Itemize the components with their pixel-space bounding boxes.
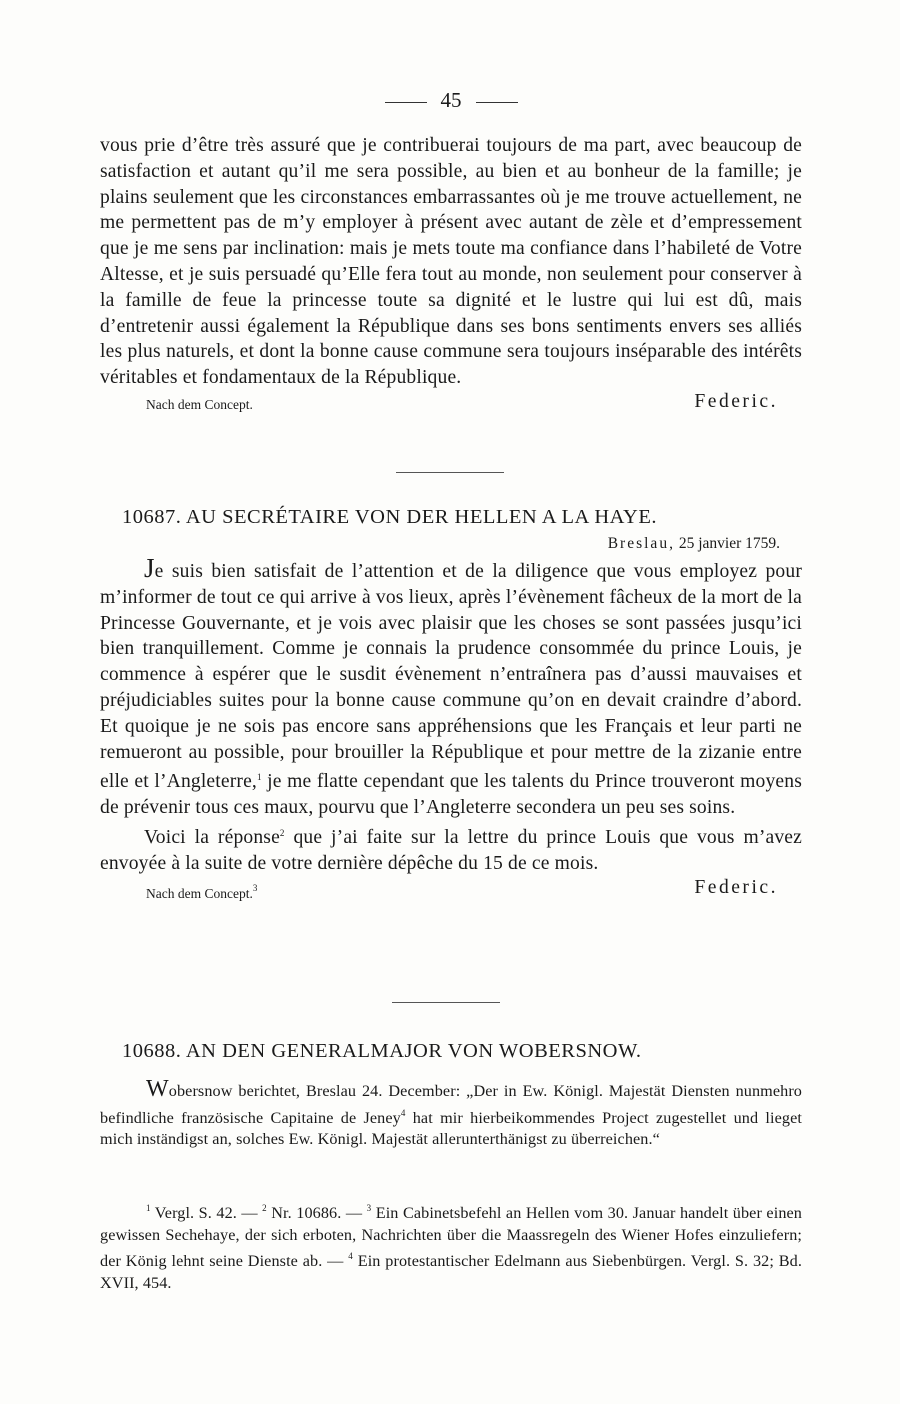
footnote-mark: 2	[262, 1203, 267, 1213]
source-note: Nach dem Concept.	[146, 396, 253, 412]
paragraph-text: je me flatte cependant que les talents du Prince trouveront moyens de prévenir tous ces maux, pourvu que l’Angleterre secondera un peu ses soins.	[100, 771, 802, 819]
page-number	[100, 88, 802, 113]
folio-dash-right	[476, 102, 518, 103]
continuation-text: vous prie d’être très assuré que je contribuerai toujours de ma part, avec beaucoup de satisfaction et autant qu’il me sera possible, au bien et au bonheur de la famille; je plains seulement que les circonstances embarrassantes où je me trouve actuellement, ne me permettent pas de m’y employer à présent avec autant de zèle et d’empressement que je me sens par inclination: mais je mets toute ma confiance dans l’habileté de Votre Altesse, et je suis persuadé qu’Elle fera tout au monde, non seulement pour conserver à la famille de feue la princesse toute sa dignité et le lustre qui lui est dû, mais d’entretenir aussi également la République dans ses bons sentiments envers ses alliés les plus naturels, et dont la bonne cause commune sera toujours inséparable des intérêts véritables et fondamentaux de la République.	[100, 135, 802, 389]
dateline	[100, 535, 802, 553]
continuation-signoff	[100, 391, 802, 417]
signature: Federic.	[694, 876, 778, 898]
letter-paragraph-2	[100, 821, 802, 877]
footnote-mark: 4	[348, 1251, 353, 1262]
footnote-ref: 4	[400, 1107, 406, 1118]
section-divider	[392, 1002, 500, 1003]
footnotes-text	[100, 1198, 802, 1294]
signature: Federic.	[694, 390, 778, 412]
footnote-mark: 3	[366, 1203, 372, 1213]
footnote-mark: 1	[146, 1203, 151, 1213]
initial-letter: J	[144, 553, 155, 583]
letter-heading: 10688. AN DEN GENERALMAJOR VON WOBERSNOW.	[122, 1040, 642, 1062]
source-note	[146, 883, 257, 902]
continuation-block	[100, 133, 802, 417]
letter-heading: 10687. AU SECRÉTAIRE VON DER HELLEN A LA HAYE.	[122, 506, 658, 528]
footnote-text: Ein Cabinetsbefehl an Hellen vom 30. Januar handelt über einen gewissen Sechehaye, der sich erboten, Nachrichten über die Maassregeln des Wiener Hofes einzuliefern; der König lehnt seine Dienste ab. —	[100, 1204, 802, 1271]
footnote-text: Vergl. S. 42. —	[150, 1204, 263, 1222]
dateline-place: Breslau,	[607, 535, 675, 552]
footnotes	[100, 1198, 802, 1294]
paragraph-text: Voici la réponse	[144, 826, 280, 848]
letter-10688	[100, 1040, 802, 1151]
page-number-text: 45	[440, 88, 462, 112]
folio-dash-left	[385, 102, 427, 103]
footnote-ref: 3	[252, 882, 258, 893]
footnote-ref: 2	[279, 827, 285, 838]
summary-text: hat mir hierbeikommendes Project zugestellet und lieget mich inständigst an, solches Ew. Königl. Majestät allerunterthänigst zu überreichen.“	[100, 1108, 802, 1149]
letter-signoff	[100, 877, 802, 903]
letter-summary	[100, 1077, 802, 1151]
footnote-text: Ein protestantischer Edelmann aus Siebenbürgen. Vergl. S. 32; Bd. XVII, 454.	[100, 1252, 803, 1292]
section-divider	[396, 472, 504, 473]
paragraph-text: e suis bien satisfait de l’attention et de la diligence que vous employez pour m’informer de tout ce qui arrive à vos lieux, après l’évènement fâcheux de la mort de la Princesse Gouvernante, et je vois avec plaisir que les choses se sont passées jusqu’ici bien tranquillement. Comme je connais la prudence consommée du prince Louis, je commence à espérer que le susdit évènement n’entraînera pas d’aussi mauvaises et préjudiciables suites pour la bonne cause commune qu’on en devait craindre d’abord. Et quoique je ne sois pas encore sans appréhensions que les Français et leur parti ne remueront au possible, pour brouiller la République et pour mettre de la zizanie entre elle et l’Angleterre,	[100, 561, 802, 793]
letter-paragraph-1	[100, 555, 802, 821]
footnote-ref: 1	[256, 772, 262, 783]
footnote-text: Nr. 10686. —	[266, 1204, 367, 1222]
initial-letter: W	[146, 1076, 169, 1102]
source-note-text: Nach dem Concept.	[146, 885, 253, 901]
paragraph-text: que j’ai faite sur la lettre du prince Louis que vous m’avez envoyée à la suite de votre dernière dépêche du 15 de ce mois.	[100, 826, 802, 874]
summary-text: obersnow berichtet, Breslau 24. December: „Der in Ew. Königl. Majestät Diensten nunmehro befindliche französische Capitaine de Jeney	[100, 1082, 802, 1127]
letter-10687	[100, 506, 802, 903]
dateline-date: 25 janvier 1759.	[678, 535, 780, 552]
